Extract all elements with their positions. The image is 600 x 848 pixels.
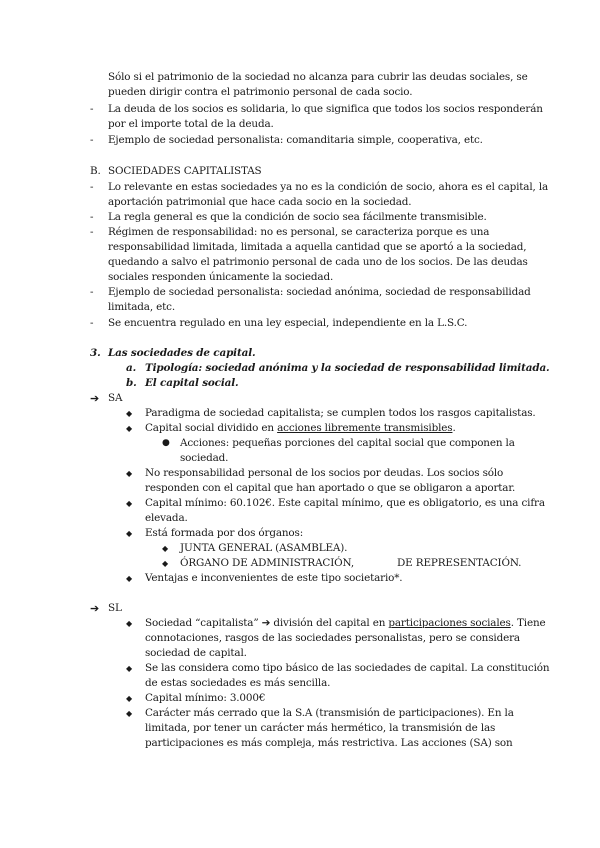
paragraph-line: pueden dirigir contra el patrimonio personal de cada socio. [108, 86, 413, 98]
subsection-label: b. [126, 377, 137, 389]
list-item: limitada, por tener un carácter más hermético, la transmisión de las [145, 722, 496, 734]
list-heading: SL [108, 602, 122, 614]
dash-bullet: - [90, 317, 94, 329]
diamond-bullet-icon: ◆ [126, 499, 133, 508]
sub-list-item: JUNTA GENERAL (ASAMBLEA). [180, 542, 348, 554]
diamond-bullet-icon: ◆ [126, 709, 133, 718]
sub-list-item: DE REPRESENTACIÓN. [397, 557, 522, 569]
list-item: elevada. [145, 512, 188, 524]
sub-list-item: ÓRGANO DE ADMINISTRACIÓN, [180, 557, 354, 569]
paragraph-line: Ejemplo de sociedad personalista: sociedad anónima, sociedad de responsabilidad [108, 286, 531, 298]
list-item [145, 616, 546, 631]
dash-bullet: - [90, 103, 94, 115]
list-item: Capital mínimo: 3.000€ [145, 692, 266, 704]
diamond-bullet-icon: ◆ [126, 409, 133, 418]
paragraph-line: Sólo si el patrimonio de la sociedad no alcanza para cubrir las deudas sociales, se [108, 71, 528, 83]
diamond-bullet-icon: ◆ [126, 469, 133, 478]
paragraph-line: sociales responden únicamente la sociedad. [108, 271, 334, 283]
paragraph-line: aportación patrimonial que hace cada socio en la sociedad. [108, 196, 412, 208]
paragraph-line: quedando a salvo el patrimonio personal de cada uno de los socios. De las deudas [108, 256, 528, 268]
list-item-text: Sociedad “capitalista” ➔ división del capital en [145, 617, 389, 629]
dash-bullet: - [90, 181, 94, 193]
subsection-heading: Tipología: sociedad anónima y la sociedad de responsabilidad limitada. [145, 362, 550, 374]
list-item: de estas sociedades es más sencilla. [145, 677, 331, 689]
sub-list-item: sociedad. [180, 452, 229, 464]
subsection-label: a. [126, 362, 137, 374]
list-heading: SA [108, 392, 123, 404]
paragraph-line: Se encuentra regulado en una ley especial, independiente en la L.S.C. [108, 317, 468, 329]
dash-bullet: - [90, 286, 94, 298]
list-item-text: Capital social dividido en [145, 422, 278, 434]
diamond-bullet-icon: ◆ [126, 424, 133, 433]
dot-bullet-icon: ● [162, 438, 170, 448]
paragraph-line: limitada, etc. [108, 301, 175, 313]
paragraph-line: La regla general es que la condición de socio sea fácilmente transmisible. [108, 211, 487, 223]
list-item: connotaciones, rasgos de las sociedades personalistas, pero se considera [145, 632, 520, 644]
section-label: B. [90, 165, 101, 177]
dash-bullet: - [90, 134, 94, 146]
list-item: participaciones es más compleja, más restrictiva. Las acciones (SA) son [145, 737, 513, 749]
diamond-bullet-icon: ◆ [126, 694, 133, 703]
list-item: sociedad de capital. [145, 647, 247, 659]
underlined-term: participaciones sociales [388, 617, 511, 629]
paragraph-line: por el importe total de la deuda. [108, 118, 274, 130]
arrow-icon: ➔ [90, 602, 100, 615]
section-number: 3. [90, 347, 101, 359]
sub-list-item: Acciones: pequeñas porciones del capital social que componen la [180, 437, 515, 449]
diamond-bullet-icon: ◆ [162, 544, 169, 553]
paragraph-line: responsabilidad limitada, limitada a aquella cantidad que se aportó a la sociedad, [108, 241, 527, 253]
list-item: Carácter más cerrado que la S.A (transmisión de participaciones). En la [145, 707, 514, 719]
arrow-icon: ➔ [90, 392, 100, 405]
diamond-bullet-icon: ◆ [162, 559, 169, 568]
diamond-bullet-icon: ◆ [126, 664, 133, 673]
list-item-text: . [452, 422, 456, 434]
list-item-text: . Tiene [510, 617, 546, 629]
list-item: Ventajas e inconvenientes de este tipo societario*. [145, 572, 403, 584]
underlined-term: acciones libremente transmisibles [277, 422, 453, 434]
list-item: Capital mínimo: 60.102€. Este capital mínimo, que es obligatorio, es una cifra [145, 497, 545, 509]
paragraph-line: Régimen de responsabilidad: no es personal, se caracteriza porque es una [108, 226, 490, 238]
list-item [145, 421, 456, 436]
dash-bullet: - [90, 211, 94, 223]
list-item: No responsabilidad personal de los socios por deudas. Los socios sólo [145, 467, 504, 479]
subsection-heading: El capital social. [145, 377, 239, 389]
diamond-bullet-icon: ◆ [126, 574, 133, 583]
section-heading: Las sociedades de capital. [108, 347, 256, 359]
list-item: Se las considera como tipo básico de las sociedades de capital. La constitución [145, 662, 550, 674]
dash-bullet: - [90, 226, 94, 238]
diamond-bullet-icon: ◆ [126, 619, 133, 628]
paragraph-line: Ejemplo de sociedad personalista: comanditaria simple, cooperativa, etc. [108, 134, 483, 146]
list-item: Paradigma de sociedad capitalista; se cumplen todos los rasgos capitalistas. [145, 407, 536, 419]
list-item: Está formada por dos órganos: [145, 527, 304, 539]
paragraph-line: Lo relevante en estas sociedades ya no es la condición de socio, ahora es el capital, la [108, 181, 549, 193]
section-heading: SOCIEDADES CAPITALISTAS [108, 165, 262, 177]
diamond-bullet-icon: ◆ [126, 529, 133, 538]
paragraph-line: La deuda de los socios es solidaria, lo que significa que todos los socios responderán [108, 103, 543, 115]
list-item: responden con el capital que han aportado o que se obligaron a aportar. [145, 482, 516, 494]
